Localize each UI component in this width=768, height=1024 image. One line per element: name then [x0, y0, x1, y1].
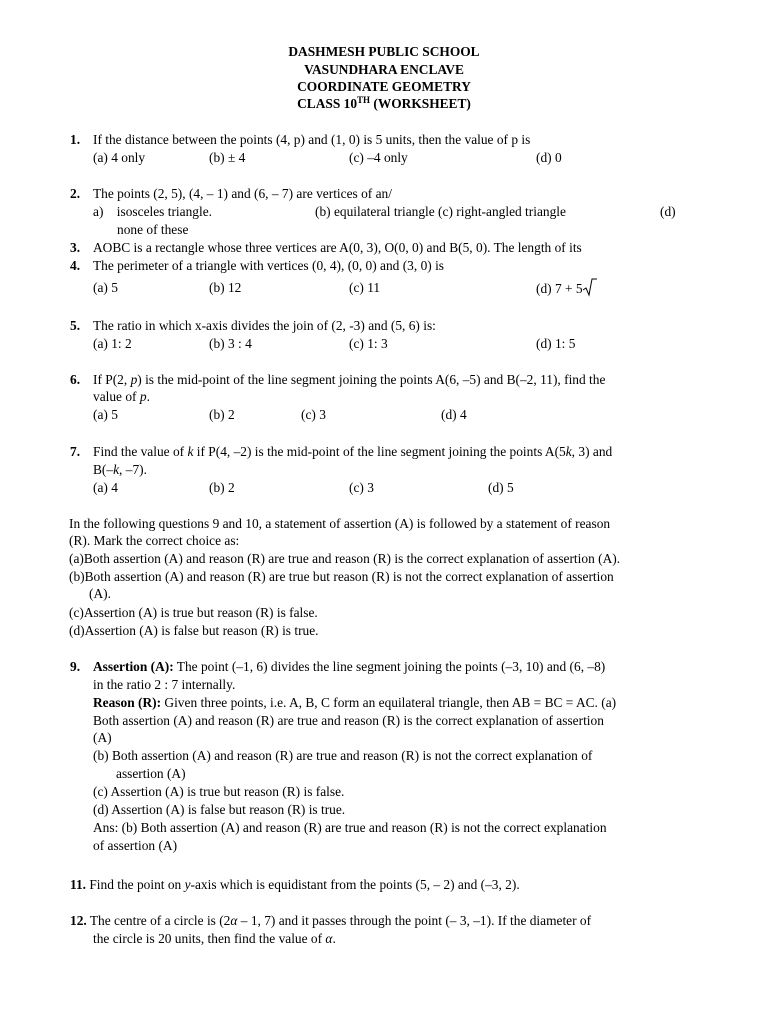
assertion-text-continued: in the ratio 2 : 7 internally. [93, 677, 236, 692]
option-d: (d) 7 + 5 [536, 279, 595, 297]
choice-d: (d)Assertion (A) is false but reason (R) is true. [69, 623, 319, 638]
question-text: AOBC is a rectangle whose three vertices are A(0, 3), O(0, 0) and B(5, 0). The length of its [93, 240, 582, 255]
question-text: If the distance between the points (4, p) and (1, 0) is 5 units, then the value of p is [93, 132, 531, 147]
question-number: 7. [70, 444, 81, 459]
option-b: (b) 12 [209, 280, 242, 295]
option-d: (d) [660, 204, 676, 219]
question-number: 1. [70, 132, 81, 147]
option-a: (a) 5 [93, 407, 118, 422]
choice-text: Both assertion (A) and reason (R) are true and reason (R) is the correct explanation of assertion [93, 713, 604, 728]
question-text-continued: the circle is 20 units, then find the value of α. [93, 931, 336, 946]
school-name: DASHMESH PUBLIC SCHOOL [288, 44, 480, 59]
option-b: (b) 2 [209, 407, 235, 422]
choice-c: (c)Assertion (A) is true but reason (R) is false. [69, 605, 318, 620]
worksheet-class: CLASS 10TH (WORKSHEET) [297, 95, 471, 111]
option-d: (d) 0 [536, 150, 562, 165]
question-text: 12. The centre of a circle is (2α – 1, 7) and it passes through the point (– 3, –1). If the diameter of [70, 913, 592, 928]
question-number: 2. [70, 186, 81, 201]
choice-b: (b) Both assertion (A) and reason (R) are true and reason (R) is not the correct explanation of [93, 748, 593, 763]
question-text: The perimeter of a triangle with vertices (0, 4), (0, 0) and (3, 0) is [93, 258, 445, 273]
option-a: (a) 5 [93, 280, 118, 295]
question-text-continued: B(–k, –7). [93, 462, 147, 477]
instruction-text: (R). Mark the correct choice as: [69, 533, 240, 548]
option-c: (c) –4 only [349, 150, 408, 165]
question-text: The points (2, 5), (4, – 1) and (6, – 7) are vertices of an/ [93, 186, 392, 201]
reason-text: Reason (R): Given three points, i.e. A, B, C form an equilateral triangle, then AB = BC = AC. (a) [93, 695, 617, 710]
question-text: 11. Find the point on y-axis which is equidistant from the points (5, – 2) and (–3, 2). [70, 877, 520, 892]
option-a: a) isosceles triangle. [93, 204, 212, 219]
school-location: VASUNDHARA ENCLAVE [304, 62, 464, 77]
option-b: (b) ± 4 [209, 150, 246, 165]
option-d: (d) 4 [441, 407, 467, 422]
option-c: (c) 3 [349, 480, 374, 495]
option-c: (c) 1: 3 [349, 336, 388, 351]
choice-text: (A) [93, 730, 112, 745]
question-number: 9. [70, 659, 81, 674]
option-b: (b) 2 [209, 480, 235, 495]
question-number: 5. [70, 318, 81, 333]
question-text: If P(2, p) is the mid-point of the line segment joining the points A(6, –5) and B(–2, 11), find the [93, 372, 606, 387]
assertion-text: Assertion (A): The point (–1, 6) divides the line segment joining the points (–3, 10) and (6, –8) [93, 659, 606, 674]
choice-d: (d) Assertion (A) is false but reason (R) is true. [93, 802, 346, 817]
option-b-c: (b) equilateral triangle (c) right-angled triangle [315, 204, 566, 219]
option-d: (d) 1: 5 [536, 336, 576, 351]
option-a: (a) 4 only [93, 150, 146, 165]
option-b: (b) 3 : 4 [209, 336, 252, 351]
question-text-continued: value of p. [93, 389, 150, 404]
choice-b: (b)Both assertion (A) and reason (R) are true but reason (R) is not the correct explanation of assertion [69, 569, 614, 584]
choice-b-continued: assertion (A) [116, 766, 186, 781]
option-a: (a) 1: 2 [93, 336, 132, 351]
answer-text: Ans: (b) Both assertion (A) and reason (R) are true and reason (R) is not the correct explanation [93, 820, 607, 835]
choice-b-continued: (A). [89, 586, 111, 601]
instruction-text: In the following questions 9 and 10, a statement of assertion (A) is followed by a statement of reason [69, 516, 611, 531]
option-d: (d) 5 [488, 480, 514, 495]
choice-c: (c) Assertion (A) is true but reason (R) is false. [93, 784, 345, 799]
question-text: Find the value of k if P(4, –2) is the mid-point of the line segment joining the points A(5k, 3) and [93, 444, 613, 459]
square-root-icon [583, 279, 595, 296]
option-c: (c) 3 [301, 407, 326, 422]
answer-text-continued: of assertion (A) [93, 838, 178, 853]
choice-a: (a)Both assertion (A) and reason (R) are true and reason (R) is the correct explanation of assertion (A). [69, 551, 621, 566]
option-d-continued: none of these [117, 222, 189, 237]
option-c: (c) 11 [349, 280, 381, 295]
question-number: 6. [70, 372, 81, 387]
question-text: The ratio in which x-axis divides the join of (2, -3) and (5, 6) is: [93, 318, 436, 333]
question-number: 4. [70, 258, 81, 273]
option-a: (a) 4 [93, 480, 118, 495]
question-number: 3. [70, 240, 81, 255]
worksheet-subject: COORDINATE GEOMETRY [297, 79, 471, 94]
